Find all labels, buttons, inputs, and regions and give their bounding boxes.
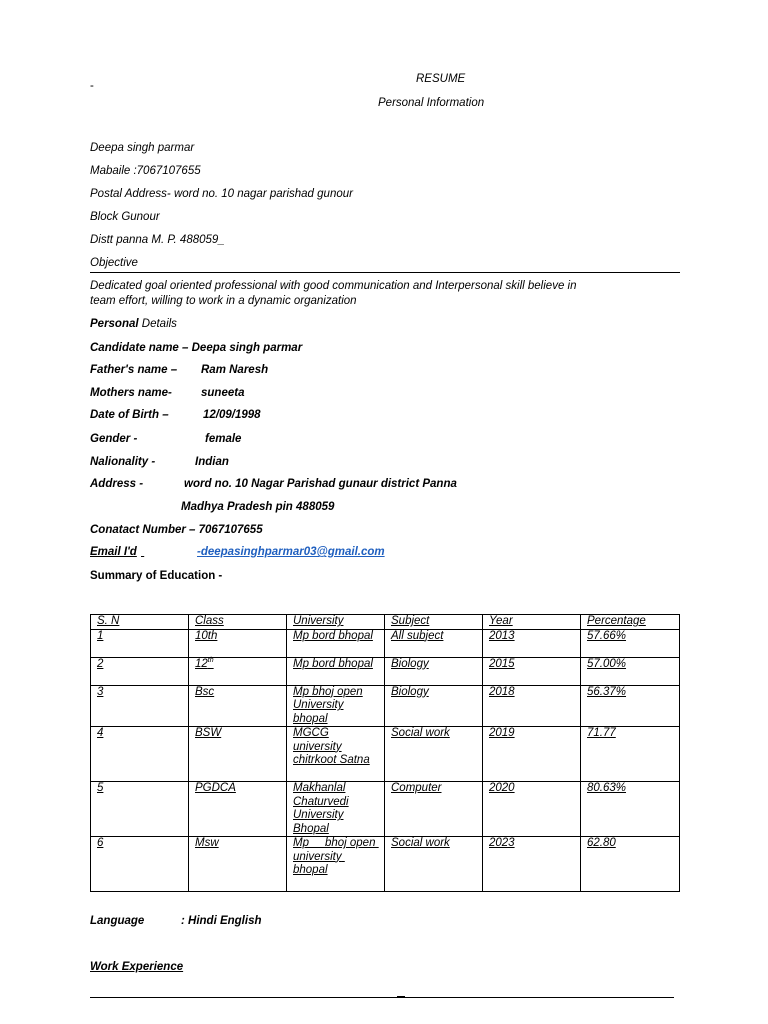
address-line1: word no. 10 Nagar Parishad gunaur district Panna: [184, 478, 457, 490]
language-label: Language: [90, 915, 145, 927]
objective-text-line1: Dedicated goal oriented professional with good communication and Interpersonal skill believe in: [90, 280, 577, 292]
cell-class: 10th: [189, 629, 287, 657]
cell-sn: 4: [91, 727, 189, 782]
header-year: Year: [483, 615, 581, 630]
personal-heading-bold: Personal: [90, 318, 139, 330]
contact-number: Conatact Number – 7067107655: [90, 524, 263, 536]
cell-class: BSW: [189, 727, 287, 782]
mother-value: suneeta: [201, 387, 245, 399]
mobile-number: Mabaile :7067107655: [90, 165, 201, 177]
cell-class-sup: th: [207, 656, 214, 664]
cell-percentage: 57.66%: [581, 629, 680, 657]
cell-class: Msw: [189, 837, 287, 892]
postal-address: Postal Address- word no. 10 nagar parishad gunour: [90, 188, 353, 200]
cell-class: [189, 657, 287, 685]
cell-sn: 1: [91, 629, 189, 657]
language-value: : Hindi English: [181, 915, 262, 927]
address-label: Address -: [90, 478, 144, 490]
dob-label: Date of Birth –: [90, 409, 169, 421]
candidate-name: Deepa singh parmar: [90, 142, 195, 154]
cell-university: Mp bord bhopal: [287, 657, 385, 685]
objective-rule: [90, 272, 680, 273]
nationality-value: Indian: [195, 456, 229, 468]
mother-label: Mothers name-: [90, 387, 172, 399]
cell-year: 2015: [483, 657, 581, 685]
cell-year: 2018: [483, 685, 581, 727]
header-sn: S. N: [91, 615, 189, 630]
cell-subject: Computer: [385, 782, 483, 837]
table-row: [91, 629, 680, 657]
cell-university: Mp bhoj open University bhopal: [287, 685, 385, 727]
cell-class: Bsc: [189, 685, 287, 727]
gender-label: Gender -: [90, 433, 138, 445]
personal-details-heading: [90, 317, 177, 331]
cell-university: MGCG university chitrkoot Satna: [287, 727, 385, 782]
cell-sn: 3: [91, 685, 189, 727]
dob-value: 12/09/1998: [203, 409, 261, 421]
header-university: University: [287, 615, 385, 630]
cell-percentage: 62.80: [581, 837, 680, 892]
block-line: Block Gunour: [90, 211, 160, 223]
education-heading: Summary of Education -: [90, 570, 223, 582]
cell-year: 2023: [483, 837, 581, 892]
father-label: Father's name –: [90, 364, 178, 376]
resume-title: RESUME: [416, 73, 466, 85]
header-dash: -: [90, 80, 94, 92]
district-line: Distt panna M. P. 488059_: [90, 234, 225, 246]
cell-year: 2013: [483, 629, 581, 657]
cell-sn: 5: [91, 782, 189, 837]
cell-percentage: 80.63%: [581, 782, 680, 837]
table-row: [91, 727, 680, 782]
cell-percentage: 56.37%: [581, 685, 680, 727]
address-line2: Madhya Pradesh pin 488059: [181, 501, 335, 513]
table-row: [91, 657, 680, 685]
email-link[interactable]: -deepasinghparmar03@gmail.com: [197, 546, 385, 558]
table-header-row: [91, 615, 680, 630]
cell-subject: Social work: [385, 837, 483, 892]
objective-heading: Objective: [90, 257, 138, 269]
education-table: [90, 614, 680, 892]
email-spacer: [141, 545, 197, 559]
bottom-rule: [90, 997, 674, 998]
cell-sn: 2: [91, 657, 189, 685]
cell-year: 2019: [483, 727, 581, 782]
table-row: [91, 685, 680, 727]
cell-subject: Biology: [385, 685, 483, 727]
cell-class: PGDCA: [189, 782, 287, 837]
cell-percentage: 71.77: [581, 727, 680, 782]
personal-heading-rest: Details: [138, 318, 177, 330]
cell-percentage: 57.00%: [581, 657, 680, 685]
cell-sn: 6: [91, 837, 189, 892]
bottom-rule-mark: [397, 996, 405, 998]
gender-value: female: [205, 433, 242, 445]
cell-subject: Social work: [385, 727, 483, 782]
cell-university: Mp bhoj open university bhopal: [287, 837, 385, 892]
cell-university: Makhanlal Chaturvedi University Bhopal: [287, 782, 385, 837]
section-subtitle: Personal Information: [378, 97, 485, 109]
table-row: [91, 837, 680, 892]
header-percentage: Percentage: [581, 615, 680, 630]
table-row: [91, 782, 680, 837]
header-subject: Subject: [385, 615, 483, 630]
cell-year: 2020: [483, 782, 581, 837]
cell-class-text: 12: [195, 657, 208, 670]
candidate-name-detail: Candidate name – Deepa singh parmar: [90, 342, 303, 354]
cell-subject: All subject: [385, 629, 483, 657]
work-experience-heading: Work Experience: [90, 961, 184, 973]
cell-university: Mp bord bhopal: [287, 629, 385, 657]
cell-subject: Biology: [385, 657, 483, 685]
header-class: Class: [189, 615, 287, 630]
father-value: Ram Naresh: [201, 364, 269, 376]
email-label: Email I'd: [90, 546, 137, 558]
objective-text-line2: team effort, willing to work in a dynamic organization: [90, 295, 357, 307]
nationality-label: Nalionality -: [90, 456, 156, 468]
